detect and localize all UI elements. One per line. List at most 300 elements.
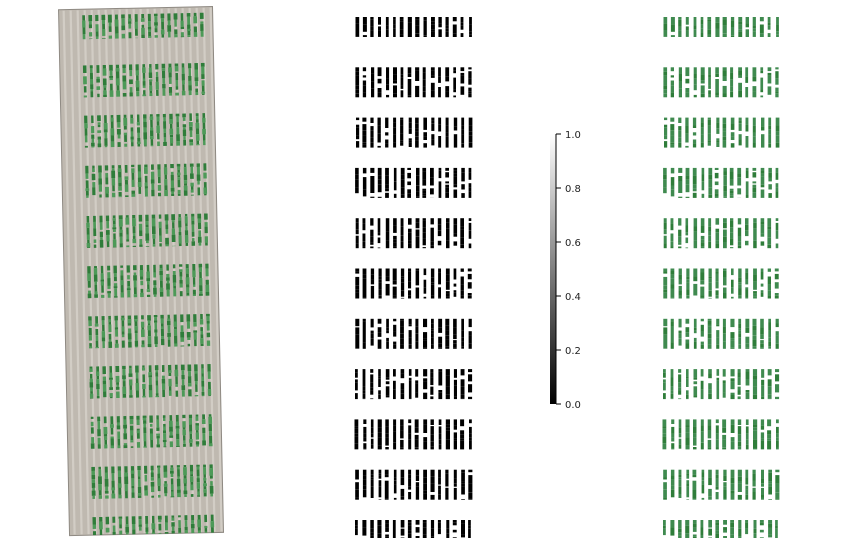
masked-plant-segment <box>745 495 748 500</box>
rgb-plant-segment <box>193 295 196 296</box>
rgb-plant-segment <box>118 183 121 187</box>
mask-segment <box>446 137 449 143</box>
masked-plant-segment <box>768 25 771 29</box>
mask-segment <box>370 20 373 27</box>
mask-segment <box>439 439 442 445</box>
masked-plant-segment <box>663 419 667 426</box>
rgb-plant-segment <box>110 436 113 438</box>
mask-segment <box>393 118 396 123</box>
mask-segment <box>379 470 382 474</box>
mask-segment <box>386 395 390 397</box>
masked-plant-segment <box>737 188 741 194</box>
mask-segment <box>445 181 449 183</box>
masked-plant-segment <box>663 277 667 286</box>
rgb-plant-segment <box>181 325 184 332</box>
rgb-plant-segment <box>203 465 206 468</box>
masked-plant-segment <box>738 67 742 70</box>
mask-segment <box>370 185 374 194</box>
rgb-plant-segment <box>92 166 94 169</box>
rgb-plant-segment <box>132 180 135 187</box>
mask-segment <box>431 246 434 249</box>
masked-plant-segment <box>731 483 735 486</box>
mask-segment <box>408 475 411 479</box>
rgb-plant-segment <box>129 32 132 38</box>
mask-segment <box>454 390 457 397</box>
masked-plant-segment <box>701 439 704 442</box>
masked-plant-segment <box>701 425 704 431</box>
mask-segment <box>439 445 442 450</box>
masked-plant-segment <box>715 173 719 178</box>
rgb-plant-segment <box>155 35 158 38</box>
rgb-plant-segment <box>160 275 163 280</box>
rgb-plant-segment <box>120 237 123 243</box>
mask-segment <box>363 93 366 98</box>
mask-segment <box>409 369 412 376</box>
masked-plant-segment <box>776 118 780 126</box>
mask-segment <box>371 67 374 73</box>
masked-plant-segment <box>686 168 690 176</box>
rgb-plant-segment <box>191 190 194 193</box>
mask-segment <box>461 178 465 182</box>
rgb-plant-segment <box>91 135 94 139</box>
rgb-plant-segment <box>115 320 118 327</box>
mask-segment <box>431 285 434 289</box>
rgb-plant-segment <box>151 496 154 498</box>
rgb-plant-segment <box>201 381 204 387</box>
mask-segment <box>423 124 427 130</box>
mask-segment <box>446 143 449 148</box>
mask-segment <box>408 29 412 33</box>
rgb-plant-segment <box>197 163 200 167</box>
rgb-plant-segment <box>113 224 116 227</box>
masked-plant-segment <box>678 520 682 529</box>
masked-plant-segment <box>670 145 674 148</box>
rgb-plant-segment <box>178 190 181 194</box>
masked-plant-segment <box>776 344 779 349</box>
mask-segment <box>401 369 405 373</box>
rgb-plant-segment <box>133 275 137 280</box>
masked-plant-segment <box>678 168 682 173</box>
mask-segment <box>445 187 449 192</box>
mask-segment <box>393 246 397 248</box>
rgb-plant-segment <box>111 446 114 449</box>
masked-plant-segment <box>753 274 757 281</box>
mask-segment <box>422 171 426 180</box>
masked-plant-segment <box>716 271 719 273</box>
masked-plant-segment <box>694 29 697 37</box>
masked-plant-segment <box>753 481 756 487</box>
masked-plant-segment <box>753 319 757 326</box>
masked-plant-segment <box>664 127 667 136</box>
masked-plant-segment <box>753 233 757 241</box>
mask-segment <box>385 475 389 477</box>
masked-plant-segment <box>746 434 749 440</box>
masked-plant-segment <box>671 234 674 242</box>
rgb-plant-segment <box>150 114 153 116</box>
mask-segment <box>386 25 389 29</box>
rgb-plant-segment <box>92 174 96 180</box>
masked-plant-segment <box>663 369 666 373</box>
masked-plant-segment <box>738 333 741 337</box>
masked-plant-segment <box>694 386 698 395</box>
rgb-plant-segment <box>193 322 196 326</box>
masked-plant-segment <box>715 96 719 98</box>
rgb-plant-segment <box>183 435 186 440</box>
mask-segment <box>469 35 472 37</box>
masked-plant-segment <box>664 136 667 139</box>
rgb-plant-segment <box>104 416 107 423</box>
rgb-plant-segment <box>99 185 102 192</box>
rgb-plant-segment <box>184 167 187 175</box>
rgb-plant-segment <box>84 95 87 97</box>
rgb-plant-segment <box>158 193 161 197</box>
mask-segment <box>431 242 434 246</box>
rgb-plant-segment <box>132 173 135 180</box>
masked-plant-segment <box>760 335 764 339</box>
masked-plant-segment <box>746 419 749 425</box>
mask-segment <box>416 271 420 277</box>
rgb-plant-segment <box>156 415 158 419</box>
mask-segment <box>378 446 382 449</box>
masked-plant-segment <box>746 23 749 27</box>
mask-segment <box>377 526 381 534</box>
mask-segment <box>407 189 411 193</box>
mask-segment <box>460 218 464 226</box>
rgb-plant-segment <box>91 437 94 443</box>
mask-segment <box>461 331 464 337</box>
mask-segment <box>415 326 418 333</box>
rgb-plant-segment <box>148 36 151 38</box>
rgb-plant-segment <box>193 277 196 284</box>
masked-plant-segment <box>753 326 757 331</box>
masked-plant-segment <box>745 522 748 528</box>
rgb-plant-segment <box>131 168 134 173</box>
rgb-plant-segment <box>93 531 96 535</box>
mask-segment <box>363 35 367 37</box>
rgb-plant-segment <box>144 139 147 145</box>
mask-segment <box>461 386 465 395</box>
rgb-plant-segment <box>201 63 205 67</box>
rgb-plant-segment <box>156 126 160 133</box>
rgb-plant-segment <box>149 385 153 391</box>
rgb-plant-segment <box>128 342 132 348</box>
rgb-plant-segment <box>152 529 155 532</box>
masked-plant-segment <box>663 319 667 326</box>
masked-plant-segment <box>663 529 666 536</box>
masked-plant-segment <box>738 396 741 399</box>
mask-segment <box>386 84 389 90</box>
masked-plant-segment <box>694 341 697 349</box>
rgb-plant-segment <box>102 366 106 374</box>
rgb-plant-segment <box>165 214 169 220</box>
rgb-plant-segment <box>96 86 100 90</box>
mask-segment <box>400 120 403 126</box>
rgb-plant-segment <box>89 369 92 372</box>
masked-plant-segment <box>671 218 674 223</box>
rgb-plant-segment <box>144 466 147 474</box>
rgb-plant-segment <box>200 24 203 31</box>
masked-plant-segment <box>723 242 727 248</box>
mask-segment <box>460 430 464 434</box>
masked-plant-segment <box>701 443 704 450</box>
mask-segment <box>422 193 426 195</box>
mask-segment <box>385 426 389 433</box>
rgb-plant-segment <box>110 128 114 135</box>
rgb-plant-segment <box>138 172 141 178</box>
rgb-plant-segment <box>147 289 150 292</box>
rgb-plant-segment <box>93 222 96 228</box>
masked-plant-segment <box>664 125 667 128</box>
mask-segment <box>431 67 435 70</box>
rgb-plant-segment <box>118 488 121 495</box>
masked-plant-segment <box>693 499 697 500</box>
rgb-plant-segment <box>131 446 134 448</box>
mask-segment <box>393 240 397 243</box>
mask-segment <box>409 330 412 337</box>
rgb-plant-segment <box>90 79 93 84</box>
masked-plant-segment <box>716 419 719 423</box>
rgb-plant-segment <box>121 318 125 320</box>
mask-segment <box>431 282 434 285</box>
rgb-plant-segment <box>137 144 140 147</box>
rgb-plant-segment <box>98 140 101 144</box>
masked-plant-segment <box>686 394 689 399</box>
mask-segment <box>445 492 448 500</box>
rgb-plant-segment <box>130 426 133 431</box>
rgb-plant-segment <box>91 417 94 419</box>
rgb-plant-segment <box>191 528 194 533</box>
rgb-plant-segment <box>82 20 86 27</box>
rgb-plant-segment <box>148 14 151 21</box>
rgb-plant-segment <box>156 434 160 436</box>
masked-plant-segment <box>731 27 734 33</box>
mask-segment <box>408 93 412 96</box>
masked-plant-segment <box>776 438 779 441</box>
mask-segment <box>438 23 441 27</box>
mask-segment <box>438 489 441 495</box>
rgb-plant-segment <box>96 371 99 375</box>
masked-plant-segment <box>707 30 711 35</box>
rgb-plant-segment <box>98 467 101 470</box>
masked-plant-segment <box>686 433 690 437</box>
mask-segment <box>363 285 367 289</box>
mask-segment <box>386 78 389 84</box>
rgb-plant-segment <box>125 491 128 498</box>
masked-plant-segment <box>761 185 765 188</box>
rgb-plant-segment <box>130 115 133 118</box>
mask-segment <box>363 223 366 230</box>
mask-segment <box>423 332 427 338</box>
rgb-plant-segment <box>122 75 126 81</box>
rgb-plant-segment <box>109 23 112 27</box>
masked-plant-segment <box>722 419 726 427</box>
masked-plant-segment <box>761 233 765 237</box>
rgb-plant-segment <box>114 286 118 288</box>
rgb-plant-segment <box>176 446 180 447</box>
rgb-plant-segment <box>168 21 171 25</box>
rgb-plant-segment <box>129 390 132 395</box>
masked-plant-segment <box>722 435 726 440</box>
rgb-plant-segment <box>168 370 172 372</box>
rgb-plant-segment <box>163 430 166 433</box>
masked-plant-segment <box>761 134 764 142</box>
mask-segment <box>446 233 450 241</box>
mask-segment <box>460 441 464 450</box>
mask-segment <box>438 520 441 522</box>
rgb-plant-segment <box>186 264 189 268</box>
rgb-plant-segment <box>145 176 148 183</box>
mask-segment <box>400 133 403 140</box>
mask-segment <box>371 477 374 479</box>
masked-plant-segment <box>768 290 771 295</box>
masked-plant-segment <box>753 296 757 298</box>
rgb-plant-segment <box>124 144 127 147</box>
masked-plant-segment <box>701 325 704 332</box>
mask-segment <box>393 397 396 399</box>
masked-plant-segment <box>678 374 681 382</box>
mask-segment <box>371 73 374 82</box>
masked-plant-segment <box>723 67 727 70</box>
mask-segment <box>393 128 396 135</box>
masked-plant-segment <box>731 437 735 441</box>
mask-segment <box>401 74 404 77</box>
mask-segment <box>378 379 381 387</box>
rgb-plant-segment <box>154 22 158 26</box>
masked-plant-segment <box>671 185 675 189</box>
masked-plant-segment <box>694 331 697 334</box>
masked-plant-segment <box>768 17 771 22</box>
rgb-plant-segment <box>95 324 99 327</box>
mask-segment <box>363 81 366 86</box>
masked-plant-segment <box>760 25 764 34</box>
mask-segment <box>454 142 457 148</box>
masked-plant-segment <box>693 535 697 537</box>
rgb-plant-segment <box>113 239 117 246</box>
mask-segment <box>409 138 412 140</box>
rgb-plant-segment <box>122 331 125 334</box>
rgb-plant-segment <box>109 366 112 373</box>
masked-plant-segment <box>678 236 681 242</box>
rgb-plant-segment <box>162 68 166 71</box>
masked-plant-segment <box>723 490 726 499</box>
masked-plant-segment <box>678 243 681 245</box>
mask-segment <box>362 118 366 122</box>
mask-segment <box>355 379 358 382</box>
rgb-plant-segment <box>146 246 149 247</box>
mask-segment <box>393 443 396 450</box>
rgb-plant-segment <box>156 114 159 116</box>
mask-segment <box>371 339 374 346</box>
mask-segment <box>438 87 441 92</box>
mask-segment <box>393 17 396 20</box>
rgb-plant-segment <box>185 223 188 226</box>
mask-segment <box>422 189 426 191</box>
rgb-plant-segment <box>182 415 185 418</box>
rgb-plant-segment <box>131 191 135 194</box>
rgb-plant-segment <box>125 165 128 173</box>
mask-segment <box>439 189 442 196</box>
rgb-plant-segment <box>150 128 153 131</box>
masked-plant-segment <box>761 170 765 173</box>
rgb-plant-segment <box>156 90 159 96</box>
rgb-plant-segment <box>123 93 127 97</box>
rgb-plant-segment <box>135 22 138 29</box>
masked-plant-segment <box>679 67 682 73</box>
rgb-plant-segment <box>125 484 128 491</box>
mask-segment <box>408 274 411 282</box>
masked-plant-segment <box>768 487 772 495</box>
rgb-plant-segment <box>130 385 132 390</box>
rgb-plant-segment <box>157 468 160 474</box>
mask-segment <box>362 131 366 136</box>
rgb-plant-segment <box>114 273 117 277</box>
masked-plant-segment <box>701 122 704 127</box>
mask-segment <box>363 271 367 275</box>
rgb-plant-segment <box>115 327 118 329</box>
rgb-plant-segment <box>143 114 146 118</box>
mask-segment <box>378 31 381 36</box>
rgb-plant-segment <box>174 370 178 376</box>
mask-segment <box>454 449 457 450</box>
rgb-plant-segment <box>165 238 169 245</box>
rgb-plant-segment <box>93 524 96 528</box>
rgb-plant-segment <box>195 423 199 426</box>
mask-segment <box>379 499 382 500</box>
rgb-plant-segment <box>111 487 115 490</box>
rgb-plant-segment <box>109 378 113 380</box>
rgb-plant-segment <box>116 78 120 85</box>
mask-segment <box>416 490 419 499</box>
rgb-plant-segment <box>161 18 164 22</box>
rgb-plant-segment <box>190 173 194 179</box>
mask-segment <box>438 348 442 349</box>
rgb-plant-segment <box>196 415 199 417</box>
rgb-plant-segment <box>115 340 117 344</box>
rgb-plant-segment <box>184 475 187 478</box>
rgb-plant-segment <box>199 264 203 268</box>
rgb-plant-segment <box>111 142 115 147</box>
masked-plant-segment <box>753 331 757 336</box>
masked-plant-segment <box>679 433 682 437</box>
mask-segment <box>468 499 472 500</box>
mask-segment <box>446 25 449 28</box>
rgb-plant-segment <box>97 429 101 436</box>
masked-plant-segment <box>717 389 720 398</box>
rgb-plant-segment <box>207 321 210 324</box>
rgb-plant-segment <box>186 274 189 278</box>
rgb-plant-segment <box>169 77 172 84</box>
masked-plant-segment <box>678 390 681 395</box>
mask-segment <box>378 428 382 433</box>
rgb-plant-segment <box>94 239 97 243</box>
mask-segment <box>400 321 404 325</box>
rgb-plant-segment <box>136 390 139 397</box>
masked-plant-segment <box>767 238 771 245</box>
rgb-plant-segment <box>190 131 193 137</box>
mask-segment <box>416 288 420 294</box>
rgb-plant-segment <box>173 289 176 297</box>
mask-segment <box>454 419 457 426</box>
masked-plant-segment <box>663 81 667 85</box>
masked-plant-segment <box>761 495 764 498</box>
masked-plant-segment <box>694 377 698 380</box>
masked-plant-segment <box>708 447 712 449</box>
mask-segment <box>370 176 374 181</box>
rgb-plant-segment <box>137 122 140 125</box>
masked-plant-segment <box>761 426 764 430</box>
rgb-plant-segment <box>149 415 153 422</box>
mask-segment <box>423 483 427 486</box>
